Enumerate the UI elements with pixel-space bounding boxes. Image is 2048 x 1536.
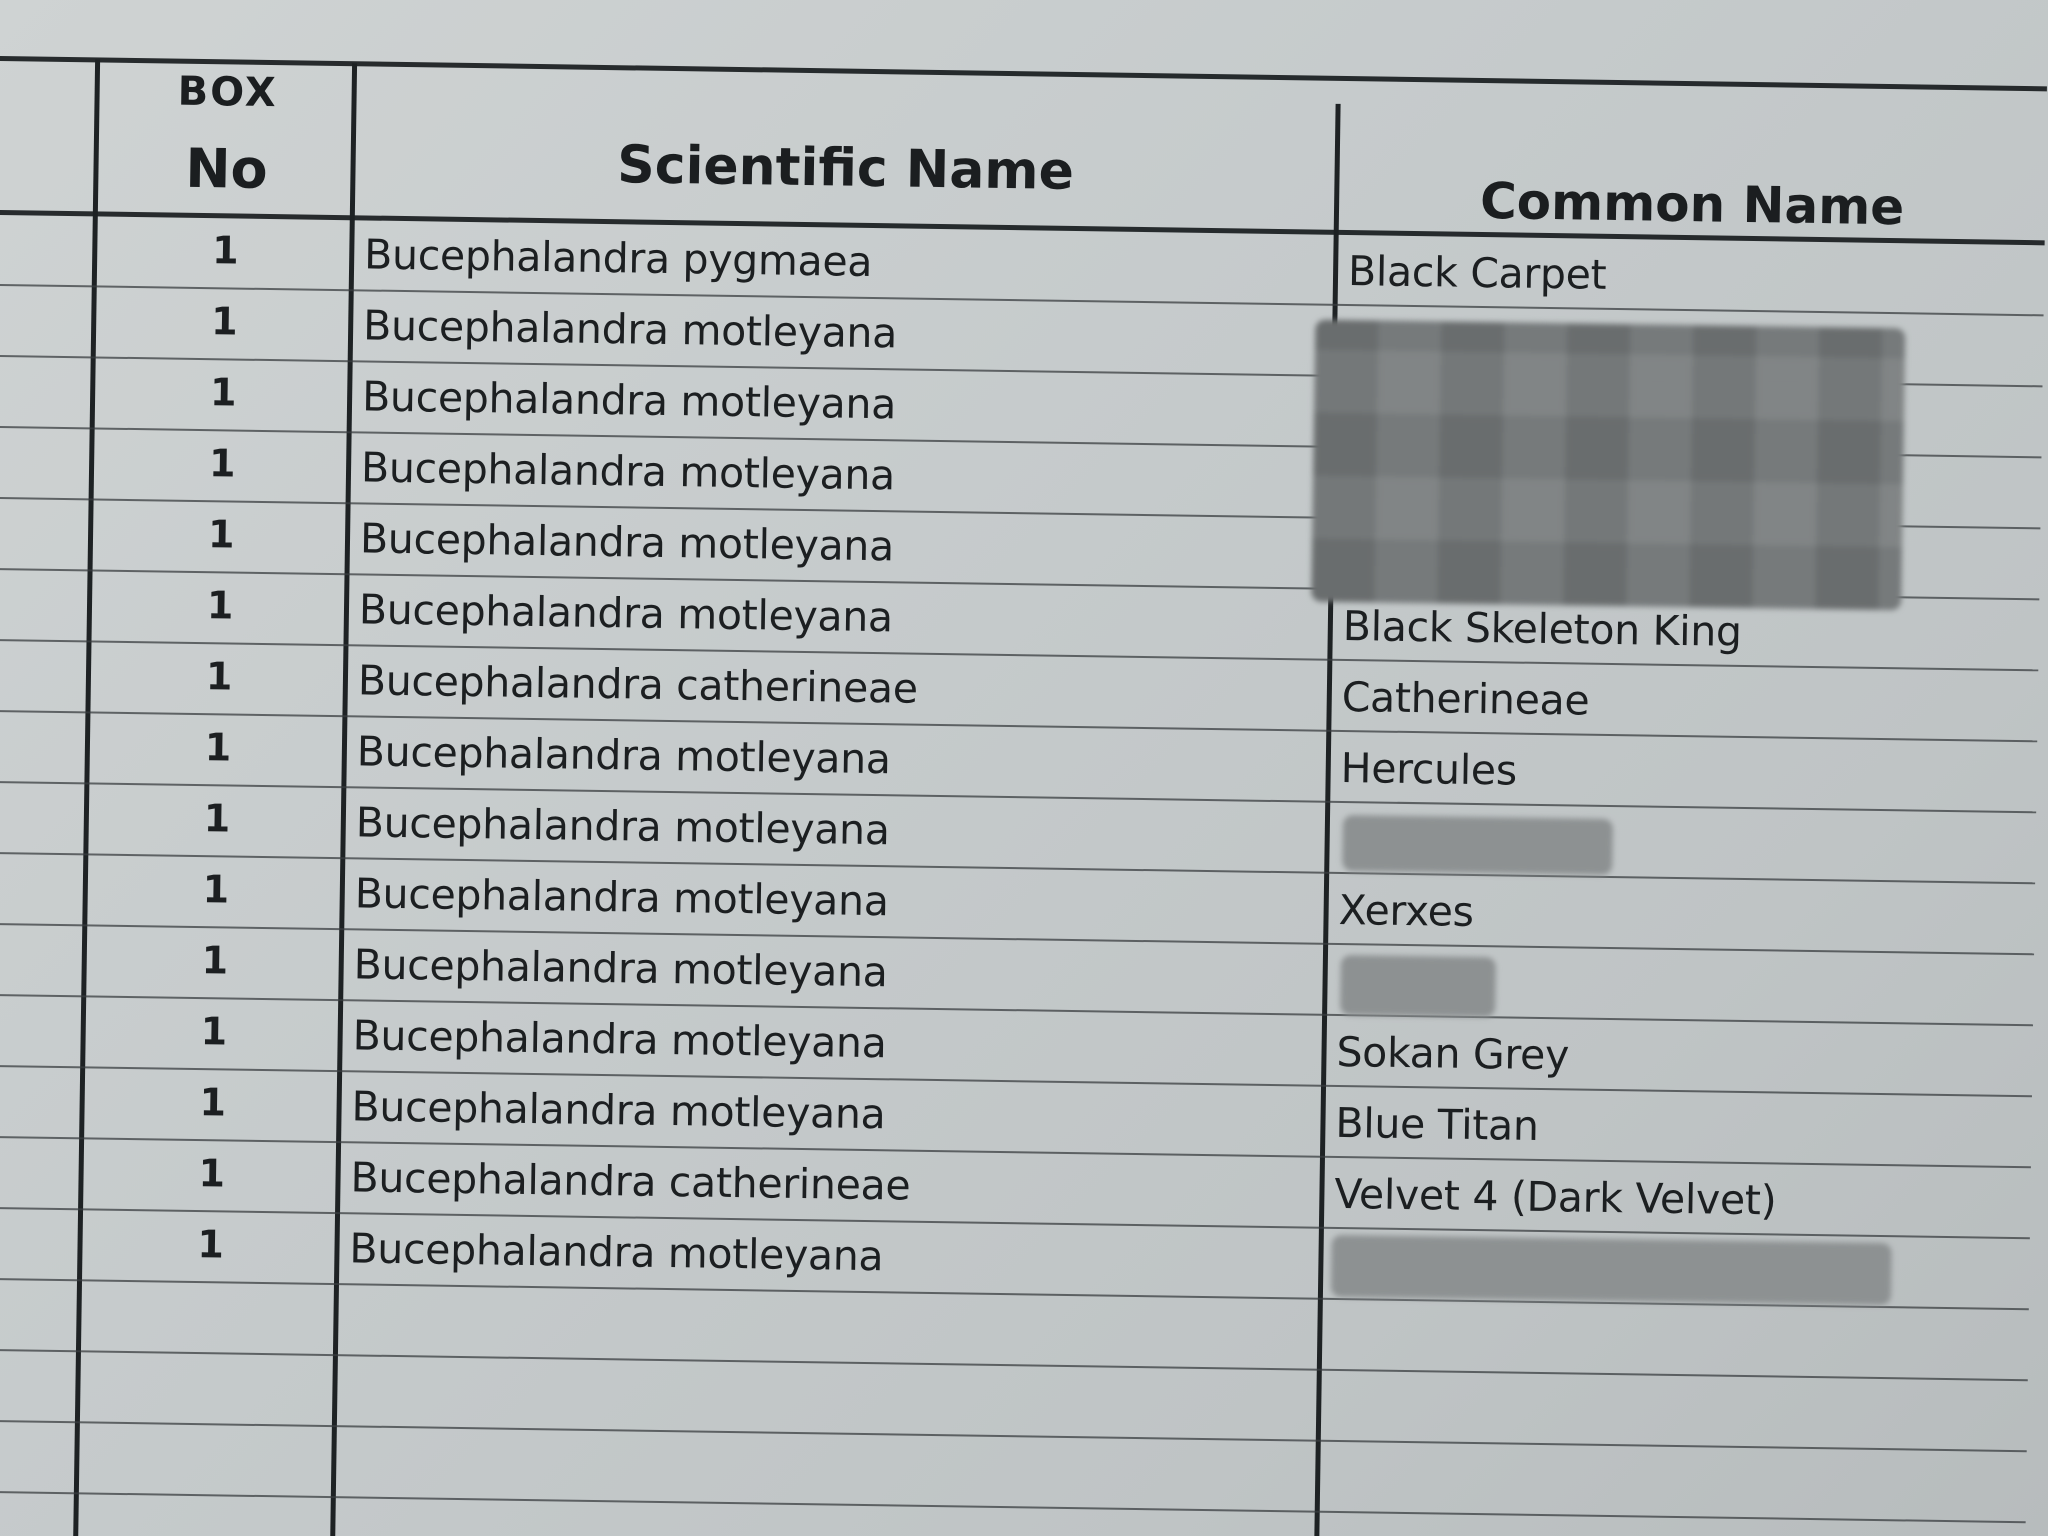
box-number-cell: 1 (197, 1222, 224, 1267)
scientific-name-cell: Bucephalandra pygmaea (363, 230, 873, 286)
redacted-block (1331, 1235, 1892, 1305)
scientific-name-cell: Bucephalandra motleyana (354, 869, 889, 926)
scientific-name-cell: Bucephalandra motleyana (349, 1224, 884, 1281)
header-scientific-name: Scientific Name (616, 135, 1075, 202)
common-name-cell: Blue Titan (1335, 1098, 1539, 1150)
row-rule (0, 1349, 2028, 1381)
scientific-name-cell: Bucephalandra motleyana (355, 798, 891, 855)
scientific-name-cell: Bucephalandra motleyana (353, 940, 888, 997)
common-name-cell: Sokan Grey (1336, 1027, 1570, 1080)
common-name-cell: Black Skeleton King (1342, 601, 1743, 656)
box-number-cell: 1 (206, 583, 234, 628)
box-number-cell: 1 (207, 512, 235, 557)
header-box-top: BOX (177, 68, 278, 117)
box-number-cell: 1 (205, 654, 233, 699)
scientific-name-cell: Bucephalandra motleyana (359, 514, 895, 571)
common-name-cell: Catherineae (1341, 672, 1590, 725)
common-name-cell: Xerxes (1338, 885, 1475, 936)
box-number-cell: 1 (209, 370, 237, 415)
box-number-cell: 1 (198, 1151, 226, 1196)
scientific-name-cell: Bucephalandra motleyana (352, 1011, 887, 1068)
header-common-name: Common Name (1479, 171, 1905, 237)
box-number-cell: 1 (203, 796, 231, 841)
common-name-cell: Velvet 4 (Dark Velvet) (1334, 1169, 1777, 1225)
redacted-block (1342, 815, 1613, 875)
scientific-name-cell: Bucephalandra catherineae (357, 656, 919, 713)
common-name-cell: Black Carpet (1347, 247, 1607, 299)
box-number-cell: 1 (200, 1009, 228, 1054)
box-number-cell: 1 (211, 228, 239, 273)
column-rule-scientific (1314, 104, 1341, 1536)
row-rule (0, 1491, 2026, 1523)
scientific-name-cell: Bucephalandra motleyana (360, 443, 896, 500)
scientific-name-cell: Bucephalandra motleyana (351, 1082, 886, 1139)
redacted-block (1340, 955, 1496, 1017)
scientific-name-cell: Bucephalandra motleyana (362, 301, 898, 358)
box-number-cell: 1 (202, 867, 230, 912)
box-number-cell: 1 (199, 1080, 227, 1125)
box-number-cell: 1 (201, 938, 229, 983)
redacted-block (1311, 320, 1905, 611)
scientific-name-cell: Bucephalandra motleyana (361, 372, 897, 429)
scientific-name-cell: Bucephalandra motleyana (358, 585, 894, 642)
header-box-no: No (184, 136, 269, 201)
common-name-cell: Hercules (1340, 743, 1518, 795)
box-number-cell: 1 (204, 725, 232, 770)
row-rule (0, 1420, 2027, 1452)
scientific-name-cell: Bucephalandra catherineae (350, 1153, 911, 1210)
box-number-cell: 1 (208, 441, 236, 486)
scientific-name-cell: Bucephalandra motleyana (356, 727, 892, 784)
box-number-cell: 1 (210, 299, 238, 344)
